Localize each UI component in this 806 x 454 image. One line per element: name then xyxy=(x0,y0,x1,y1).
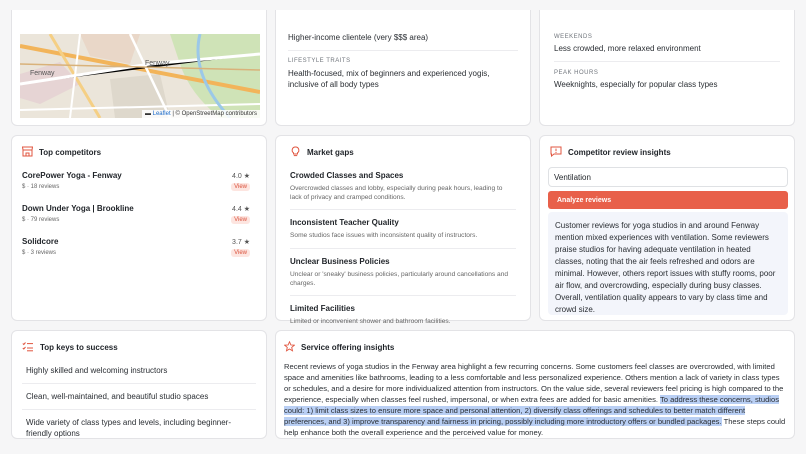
competitor-item[interactable] xyxy=(22,237,256,270)
key-item: Highly skilled and welcoming instructors xyxy=(26,366,168,375)
competitor-rating: 4.0 ★ xyxy=(232,173,250,180)
review-insights-card xyxy=(539,135,795,321)
competitor-item[interactable] xyxy=(22,171,256,204)
demographics-card xyxy=(275,10,531,126)
gap-description: Overcrowded classes and lobby, especially during peak hours, leading to lack of privacy and cramped conditions. xyxy=(290,185,503,201)
gap-description: Unclear or 'sneaky' business policies, particularly around cancellations and charges. xyxy=(290,271,509,287)
service-text-outro: These steps could help enhance both the overall experience and the perceived value for money. xyxy=(284,417,786,437)
income-value: Higher-income clientele (very $$$ area) xyxy=(288,33,429,42)
review-analysis-output: Customer reviews for yoga studios in and around Fenway mention mixed experiences with ventilation. Some reviewers praise studios for having adequate ventilation in heated classes, noting that the air feels refreshed and odors are minimal. However, others report issues with stuffy rooms, poor air flow, and overcrowding, especially during busy classes. Overall, ventilation quality appears to vary by class time and crowd size. xyxy=(548,212,788,315)
market-gaps-title: Market gaps xyxy=(307,148,354,157)
lightbulb-icon xyxy=(290,146,301,159)
competitor-meta: $ · 3 reviews xyxy=(22,250,57,256)
market-gap-item xyxy=(290,171,516,202)
service-text-intro: Recent reviews of yoga studios in the Fenway area highlight a few recurring concerns. Some customers feel classes are overcrowded, with limited space and amenities like bathrooms, leading to a less comfortable and less personalized experience. Others mention a lack of variety in class types or schedules, and a desire for more individualized attention from instructors. On the value side, several reviewers feel pricing is high compared to the experience, especially when classes feel rushed, impersonal, or when extra fees are added for basic amenities. xyxy=(284,362,784,404)
market-gap-item xyxy=(290,304,516,326)
map-attribution xyxy=(142,110,260,118)
osm-attribution: | © OpenStreetMap contributors xyxy=(172,111,257,117)
gap-title: Inconsistent Teacher Quality xyxy=(290,218,399,227)
service-text-highlight[interactable]: To address these concerns, studios could: 1) limit class sizes to ensure more space and personal attention, 2) diversify class offerings and schedules to better match different preferences, and 3) improve transparency and fairness in pricing, possibly including more introductory offers or bundled packages. xyxy=(284,395,780,426)
service-insights-text xyxy=(284,361,786,438)
review-insights-header xyxy=(548,146,786,159)
peak-hours-label: PEAK HOURS xyxy=(554,70,599,76)
keys-header xyxy=(22,341,256,354)
competitor-name: CorePower Yoga - Fenway xyxy=(22,171,122,180)
lifestyle-label: LIFESTYLE TRAITS xyxy=(288,58,351,64)
map-label: Fenway xyxy=(30,70,55,77)
competitor-item[interactable] xyxy=(22,204,256,237)
analyze-reviews-button[interactable]: Analyze reviews xyxy=(548,191,788,209)
leaflet-link[interactable]: Leaflet xyxy=(152,111,171,117)
key-item: Clean, well-maintained, and beautiful studio spaces xyxy=(26,392,209,401)
star-icon xyxy=(284,341,295,354)
service-insights-card xyxy=(275,330,795,439)
service-insights-header xyxy=(284,341,786,354)
message-alert-icon xyxy=(550,146,562,159)
gap-title: Unclear Business Policies xyxy=(290,257,390,266)
competitor-name: Solidcore xyxy=(22,237,59,246)
review-insights-title: Competitor review insights xyxy=(568,148,671,157)
weekends-value: Less crowded, more relaxed environment xyxy=(554,44,701,53)
competitors-card xyxy=(11,135,267,321)
competitors-header xyxy=(22,146,256,159)
view-button[interactable]: View xyxy=(231,249,250,257)
storefront-icon xyxy=(22,146,33,159)
market-gap-item xyxy=(290,257,516,288)
market-gap-item xyxy=(290,218,516,240)
keys-to-success-card xyxy=(11,330,267,439)
divider xyxy=(290,295,516,296)
competitor-meta: $ · 79 reviews xyxy=(22,217,60,223)
map-label: Fenway xyxy=(145,60,170,67)
gap-title: Limited Facilities xyxy=(290,304,355,313)
competitor-name: Down Under Yoga | Brookline xyxy=(22,204,134,213)
weekends-label: WEEKENDS xyxy=(554,34,593,40)
timing-card xyxy=(539,10,795,126)
divider xyxy=(290,209,516,210)
location-map[interactable] xyxy=(20,34,260,118)
competitor-meta: $ · 18 reviews xyxy=(22,184,60,190)
market-gaps-header xyxy=(290,146,516,159)
view-button[interactable]: View xyxy=(231,183,250,191)
key-item: Wide variety of class types and levels, including beginner-friendly options xyxy=(26,418,231,438)
market-gaps-card xyxy=(275,135,531,325)
gap-description: Limited or inconvenient shower and bathroom facilities. xyxy=(290,318,451,325)
flag-icon: ▬ xyxy=(144,111,153,117)
competitors-title: Top competitors xyxy=(39,148,102,157)
view-button[interactable]: View xyxy=(231,216,250,224)
map-card xyxy=(11,10,267,126)
divider xyxy=(554,61,780,62)
divider xyxy=(290,248,516,249)
keys-title: Top keys to success xyxy=(40,343,118,352)
review-topic-input[interactable]: Ventilation xyxy=(548,167,788,187)
checklist-icon xyxy=(22,341,34,354)
gap-description: Some studios face issues with inconsistent quality of instructors. xyxy=(290,232,478,239)
peak-hours-value: Weeknights, especially for popular class types xyxy=(554,80,718,89)
divider xyxy=(288,50,518,51)
lifestyle-value: Health-focused, mix of beginners and experienced yogis, inclusive of all body types xyxy=(288,69,490,89)
gap-title: Crowded Classes and Spaces xyxy=(290,171,404,180)
competitor-rating: 3.7 ★ xyxy=(232,239,250,246)
competitor-rating: 4.4 ★ xyxy=(232,206,250,213)
service-insights-title: Service offering insights xyxy=(301,343,395,352)
